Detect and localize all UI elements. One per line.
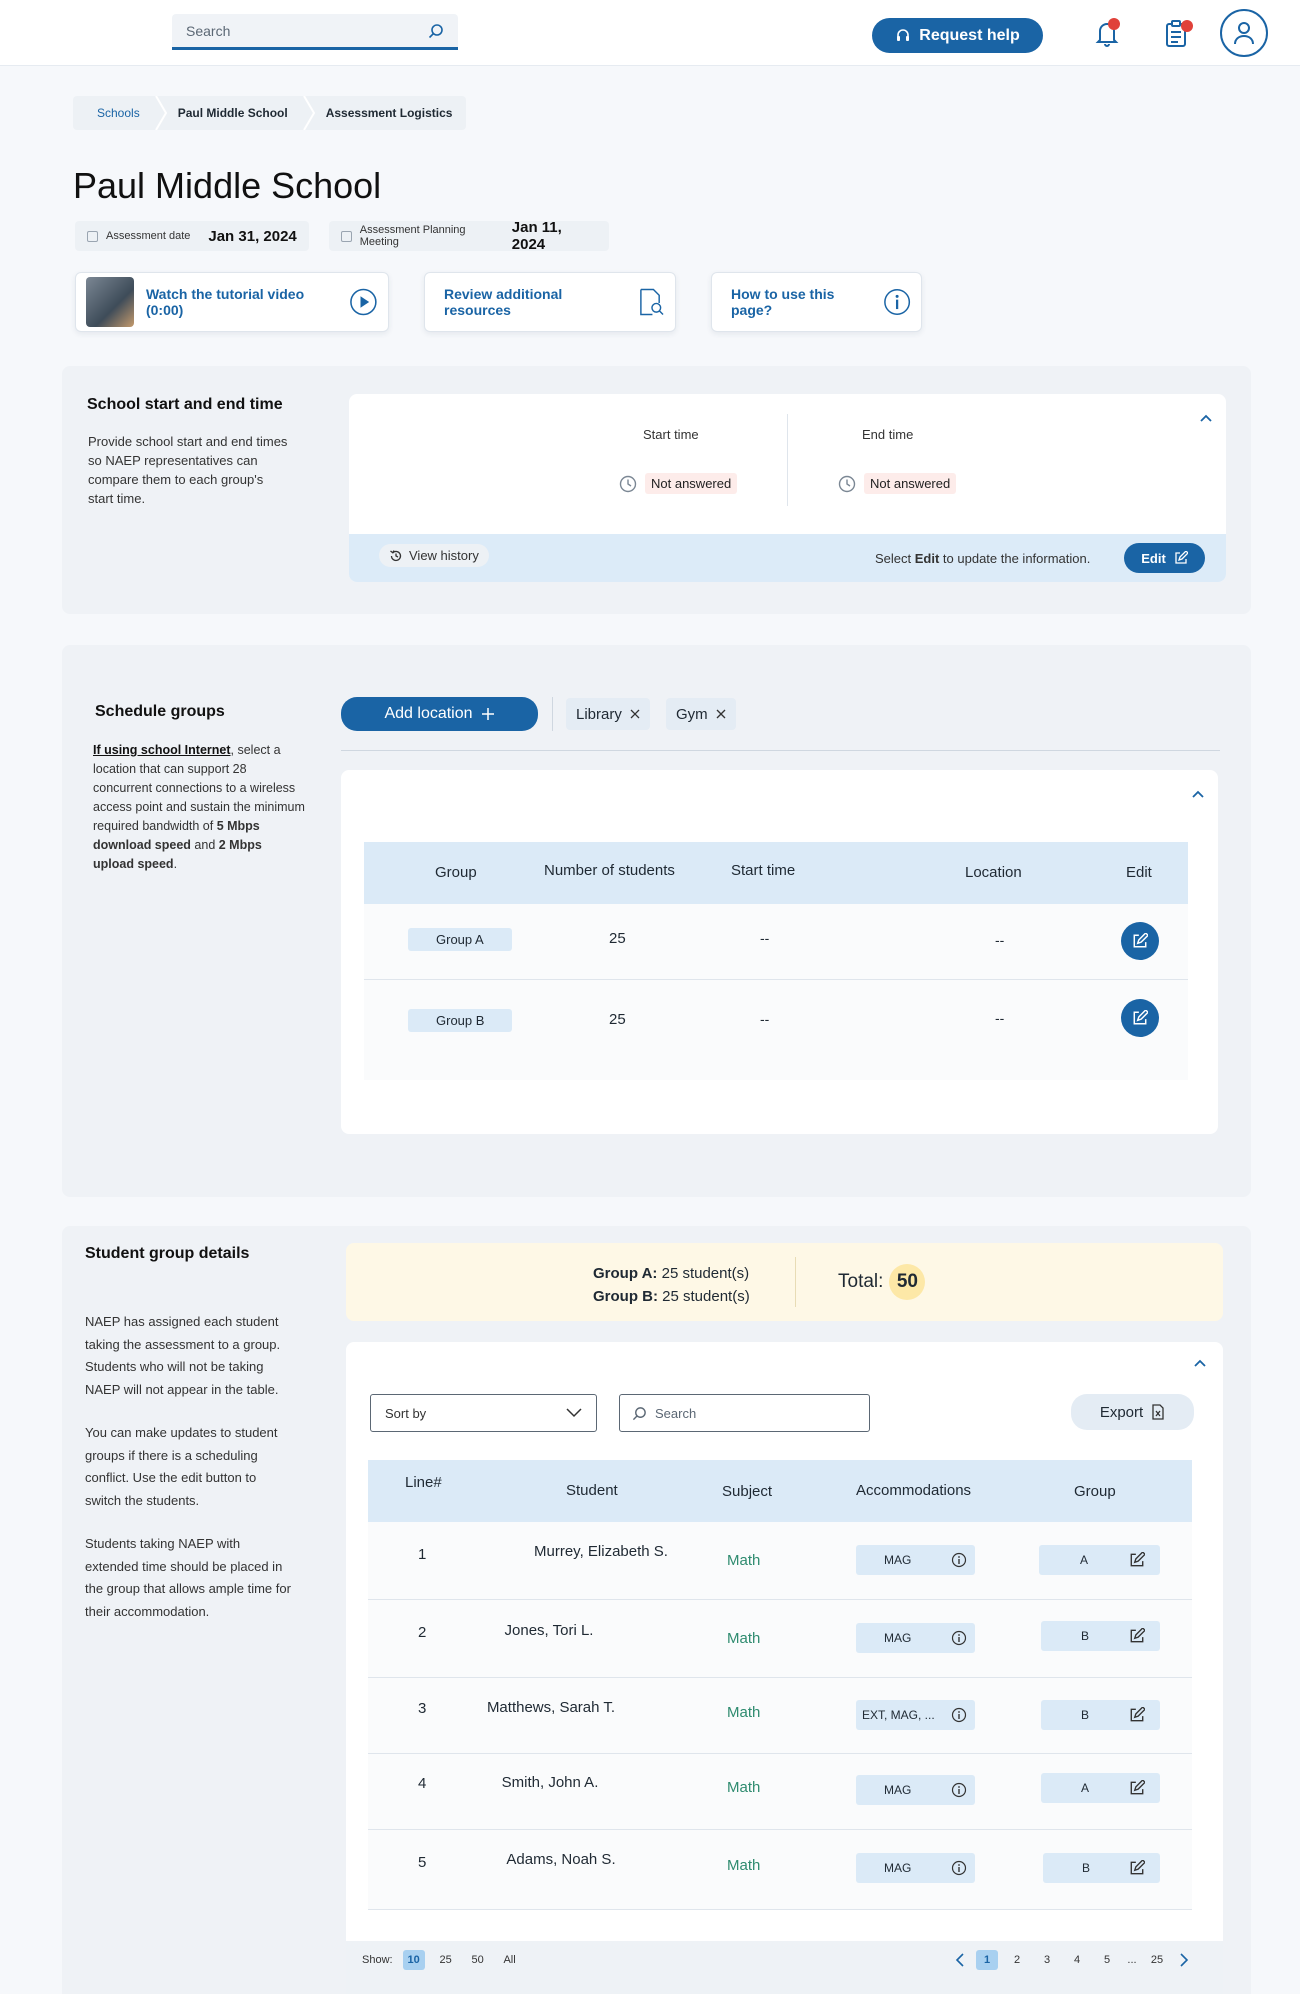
col-number-of-students: Number of students — [544, 862, 675, 879]
edit-hint: Select Edit to update the information. — [875, 551, 1091, 566]
start-time-value: Not answered — [619, 473, 737, 494]
accommodation-badge: MAG — [856, 1853, 975, 1883]
col-edit: Edit — [1126, 864, 1152, 881]
group-selector[interactable]: B — [1041, 1700, 1160, 1730]
col-subject: Subject — [722, 1483, 773, 1500]
page-size-25[interactable]: 25 — [439, 1954, 452, 1966]
student-name: Adams, Noah S. — [506, 1851, 616, 1868]
info-icon — [883, 287, 911, 317]
location-cell: -- — [995, 932, 1005, 948]
page-size-selector: Show: 10 25 50 All — [362, 1950, 521, 1970]
clock-icon — [619, 475, 637, 493]
page-title: Paul Middle School — [73, 165, 382, 206]
col-group: Group — [435, 864, 477, 881]
clock-icon — [838, 475, 856, 493]
chevron-up-icon[interactable] — [1193, 1356, 1207, 1370]
student-details-title: Student group details — [85, 1245, 250, 1262]
headset-icon — [895, 28, 911, 44]
page-2[interactable]: 2 — [1013, 1954, 1021, 1966]
student-search-input[interactable]: Search — [619, 1394, 870, 1432]
edit-school-time-button[interactable]: Edit — [1124, 543, 1205, 573]
search-placeholder: Search — [186, 22, 231, 39]
group-selector[interactable]: B — [1043, 1853, 1160, 1883]
total-count: Total: 50 — [838, 1264, 925, 1300]
export-button[interactable]: Export — [1071, 1394, 1194, 1430]
group-selector[interactable]: A — [1039, 1545, 1160, 1575]
chevron-right-icon[interactable] — [1176, 1950, 1192, 1970]
accommodation-badge: MAG — [856, 1623, 975, 1653]
video-thumbnail — [86, 277, 134, 327]
how-to-use-card[interactable]: How to use this page? — [711, 272, 922, 332]
group-selector[interactable]: A — [1041, 1773, 1160, 1803]
edit-icon[interactable] — [1129, 1707, 1145, 1723]
group-counts: Group A: 25 student(s) Group B: 25 student(s) — [593, 1265, 750, 1305]
breadcrumb-current: Assessment Logistics — [316, 96, 467, 130]
col-start-time: Start time — [731, 862, 796, 879]
schedule-groups-description: If using school Internet, select a location that can support 28 concurrent connections to a wireless access point and sustain the minimum required bandwidth of 5 Mbps download speed and 2 Mbps upload speed. — [93, 743, 305, 871]
close-icon[interactable] — [630, 709, 640, 719]
divider — [787, 414, 788, 506]
start-time-cell: -- — [760, 930, 770, 946]
edit-icon[interactable] — [1129, 1780, 1145, 1796]
breadcrumb — [73, 96, 466, 130]
page-size-50[interactable]: 50 — [471, 1954, 484, 1966]
end-time-label: End time — [862, 427, 914, 442]
group-summary-card — [346, 1243, 1223, 1321]
plus-icon — [481, 707, 495, 721]
assessment-date-chip: Assessment date Jan 31, 2024 — [75, 221, 309, 251]
add-location-button[interactable]: Add location — [341, 697, 538, 731]
planning-meeting-chip: Assessment Planning Meeting Jan 11, 2024 — [329, 221, 609, 251]
students-count: 25 — [609, 1011, 626, 1028]
tasks-clipboard-icon[interactable] — [1163, 18, 1191, 50]
chevron-up-icon[interactable] — [1191, 787, 1205, 801]
edit-icon — [1132, 933, 1148, 949]
global-search-input[interactable] — [172, 14, 458, 50]
info-icon[interactable] — [951, 1630, 967, 1646]
accommodation-badge: EXT, MAG, ... — [856, 1700, 975, 1730]
calendar-icon — [87, 231, 98, 242]
page-5[interactable]: 5 — [1103, 1954, 1111, 1966]
location-chip-gym[interactable]: Gym — [666, 698, 736, 730]
page-1[interactable]: 1 — [976, 1950, 998, 1970]
subject-cell: Math — [727, 1704, 761, 1721]
search-icon — [428, 23, 444, 39]
divider — [795, 1257, 796, 1307]
divider — [364, 979, 1188, 980]
info-icon[interactable] — [951, 1552, 967, 1568]
col-line: Line# — [405, 1474, 442, 1491]
info-icon[interactable] — [951, 1860, 967, 1876]
page-ellipsis: ... — [1127, 1954, 1137, 1966]
subject-cell: Math — [727, 1552, 761, 1569]
chevron-left-icon[interactable] — [952, 1950, 968, 1970]
location-cell: -- — [995, 1010, 1005, 1026]
task-dot — [1181, 20, 1193, 32]
school-internet-link[interactable]: If using school Internet — [93, 743, 231, 757]
col-accommodations: Accommodations — [856, 1482, 972, 1499]
school-time-title: School start and end time — [87, 396, 283, 413]
info-icon[interactable] — [951, 1782, 967, 1798]
line-number: 4 — [418, 1775, 427, 1792]
edit-group-b-button[interactable] — [1121, 999, 1159, 1037]
location-chip-library[interactable]: Library — [566, 698, 650, 730]
chevron-up-icon[interactable] — [1199, 411, 1213, 425]
request-help-button[interactable] — [872, 18, 1043, 53]
table-row — [408, 1009, 512, 1032]
page-size-10[interactable]: 10 — [403, 1950, 425, 1970]
group-selector[interactable]: B — [1041, 1621, 1160, 1651]
view-history-button[interactable]: View history — [379, 544, 489, 567]
end-time-value: Not answered — [838, 473, 956, 494]
review-resources-card[interactable]: Review additional resources — [424, 272, 676, 332]
details-paragraph-2: You can make updates to student groups if there is a scheduling conflict. Use the edit button to switch the students. — [85, 1425, 278, 1508]
excel-file-icon — [1151, 1404, 1165, 1420]
subject-cell: Math — [727, 1779, 761, 1796]
chevron-right-icon — [154, 96, 168, 130]
calendar-icon — [341, 231, 352, 242]
request-help-label: Request help — [919, 26, 1020, 44]
details-paragraph-3: Students taking NAEP with extended time should be placed in the group that allows ample time for their accommodation. — [85, 1536, 291, 1619]
edit-icon — [1132, 1010, 1148, 1026]
start-time-label: Start time — [643, 427, 699, 442]
divider — [552, 697, 553, 731]
accommodation-badge: MAG — [856, 1775, 975, 1805]
edit-icon — [1174, 551, 1188, 565]
total-value: 50 — [889, 1264, 925, 1300]
col-student: Student — [566, 1482, 618, 1499]
student-name: Smith, John A. — [501, 1774, 599, 1791]
play-icon — [349, 287, 378, 317]
chevron-down-icon — [566, 1408, 582, 1418]
breadcrumb-school[interactable]: Paul Middle School — [168, 96, 302, 130]
page-3[interactable]: 3 — [1043, 1954, 1051, 1966]
notification-dot — [1108, 18, 1120, 30]
edit-icon[interactable] — [1129, 1860, 1145, 1876]
student-name: Jones, Tori L. — [504, 1622, 594, 1639]
history-icon — [389, 549, 403, 563]
subject-cell: Math — [727, 1857, 761, 1874]
page-25[interactable]: 25 — [1150, 1954, 1164, 1966]
document-search-icon — [638, 287, 665, 317]
sort-by-select[interactable]: Sort by — [370, 1394, 597, 1432]
col-location: Location — [965, 864, 1022, 881]
details-paragraph-1: NAEP has assigned each student taking the assessment to a group. Students who will not be taking NAEP will not appear in the table. — [85, 1314, 281, 1397]
subject-cell: Math — [727, 1630, 761, 1647]
group-badge: Group A — [408, 928, 512, 951]
schedule-groups-title: Schedule groups — [95, 703, 225, 720]
user-avatar-icon[interactable] — [1220, 9, 1268, 57]
accommodation-badge: MAG — [856, 1545, 975, 1575]
notifications-bell-icon[interactable] — [1094, 18, 1122, 50]
search-icon — [632, 1406, 647, 1421]
table-row — [408, 928, 512, 951]
col-group: Group — [1074, 1483, 1116, 1500]
group-badge: Group B — [408, 1009, 512, 1032]
breadcrumb-schools[interactable]: Schools — [73, 96, 154, 130]
close-icon[interactable] — [716, 709, 726, 719]
page-navigation — [952, 1950, 1192, 1970]
line-number: 2 — [418, 1624, 427, 1641]
line-number: 3 — [418, 1700, 427, 1717]
info-icon[interactable] — [951, 1707, 967, 1723]
divider — [341, 750, 1220, 751]
school-time-description: Provide school start and end times so NAEP representatives can compare them to each group's start time. — [88, 434, 288, 506]
line-number: 1 — [418, 1546, 427, 1563]
edit-icon[interactable] — [1129, 1628, 1145, 1644]
tutorial-video-card[interactable]: Watch the tutorial video (0:00) — [75, 272, 389, 332]
chevron-right-icon — [302, 96, 316, 130]
page-4[interactable]: 4 — [1073, 1954, 1081, 1966]
student-name: Matthews, Sarah T. — [486, 1699, 616, 1716]
edit-icon[interactable] — [1129, 1552, 1145, 1568]
students-count: 25 — [609, 930, 626, 947]
line-number: 5 — [418, 1854, 427, 1871]
edit-group-a-button[interactable] — [1121, 922, 1159, 960]
page-size-all[interactable]: All — [503, 1954, 516, 1966]
student-name: Murrey, Elizabeth S. — [534, 1543, 668, 1560]
students-table-header — [368, 1460, 1192, 1522]
start-time-cell: -- — [760, 1011, 770, 1027]
